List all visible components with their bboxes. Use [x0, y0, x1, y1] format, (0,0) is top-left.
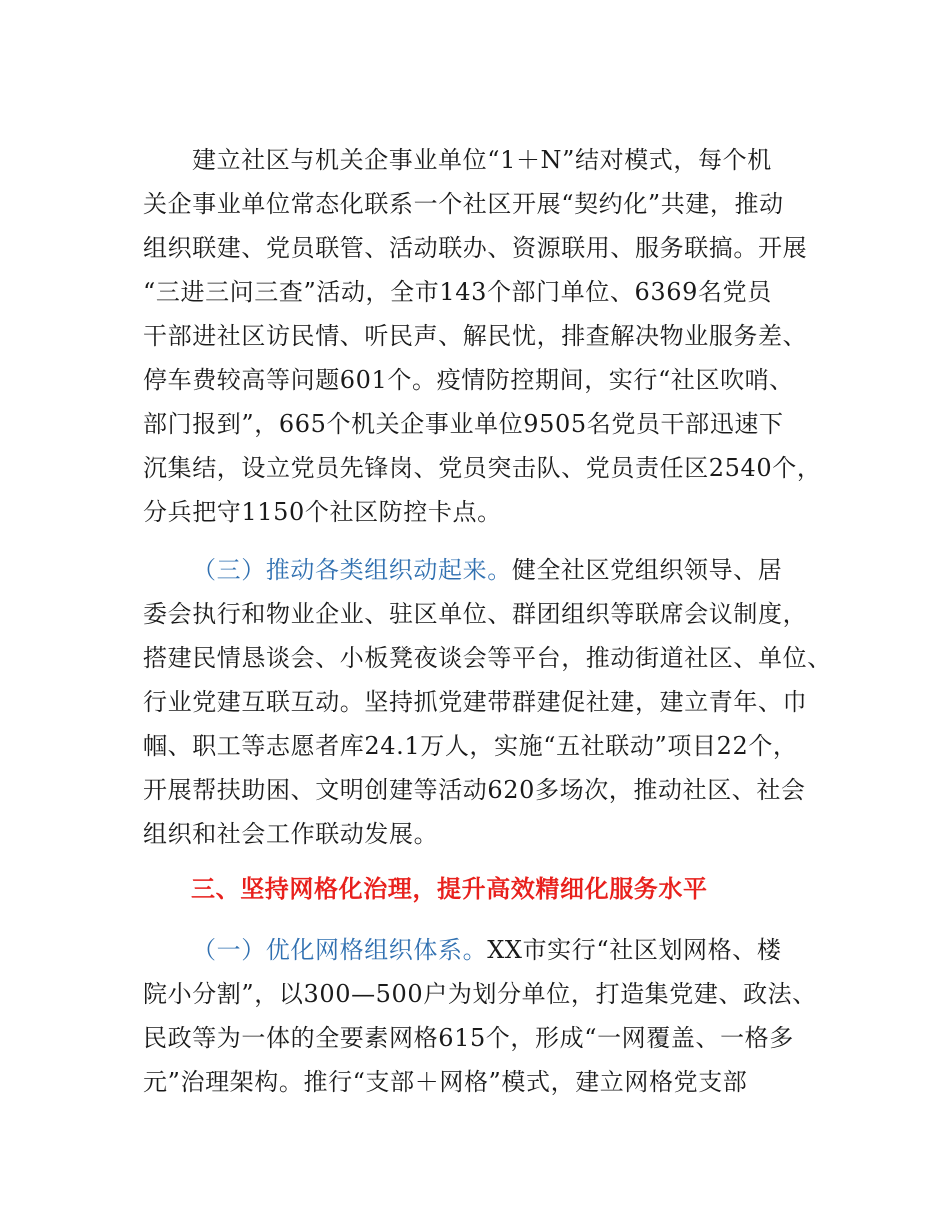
- paragraph-1-line-5: 干部进社区访民情、听民声、解民忧，排查解决物业服务差、: [143, 322, 808, 350]
- paragraph-1-line-7: 部门报到”，665个机关企事业单位9505名党员干部迅速下: [143, 410, 784, 438]
- paragraph-2-line-4: 行业党建互联互动。坚持抓党建带群建促社建，建立青年、巾: [143, 688, 808, 716]
- paragraph-2-line-7: 组织和社会工作联动发展。: [143, 820, 439, 848]
- paragraph-2-line-5: 帼、职工等志愿者库24.1万人，实施“五社联动”项目22个，: [143, 732, 798, 760]
- paragraph-2-line-6: 开展帮扶助困、文明创建等活动620多场次，推动社区、社会: [143, 776, 806, 804]
- paragraph-2-line-2: 委会执行和物业企业、驻区单位、群团组织等联席会议制度，: [143, 600, 808, 628]
- paragraph-2-line-1: [192, 555, 782, 585]
- paragraph-1-line-6: 停车费较高等问题601个。疫情防控期间，实行“社区吹哨、: [143, 366, 794, 394]
- section-3-title: 三、坚持网格化治理，提升高效精细化服务水平: [191, 875, 708, 903]
- paragraph-2-line-3: 搭建民情恳谈会、小板凳夜谈会等平台，推动街道社区、单位、: [143, 644, 832, 672]
- paragraph-3-line-4: 元”治理架构。推行“支部＋网格”模式，建立网格党支部: [143, 1068, 748, 1096]
- paragraph-3-line-2: 院小分割”，以300—500户为划分单位，打造集党建、政法、: [143, 980, 817, 1008]
- sub-heading-grid-system: （一）优化网格组织体系。: [192, 936, 488, 964]
- paragraph-3-first-line-text: XX市实行“社区划网格、楼: [487, 936, 782, 964]
- paragraph-1-line-4: “三进三问三查”活动，全市143个部门单位、6369名党员: [143, 278, 772, 306]
- paragraph-1-line-1: 建立社区与机关企事业单位“1＋N”结对模式，每个机: [192, 146, 772, 174]
- paragraph-1-line-3: 组织联建、党员联管、活动联办、资源联用、服务联搞。开展: [143, 234, 808, 262]
- paragraph-3-line-3: 民政等为一体的全要素网格615个，形成“一网覆盖、一格多: [143, 1024, 794, 1052]
- paragraph-2-first-line-text: 健全社区党组织领导、居: [511, 556, 783, 584]
- paragraph-3-line-1: [192, 935, 781, 965]
- paragraph-1-line-8: 沉集结，设立党员先锋岗、党员突击队、党员责任区2540个，: [143, 454, 822, 482]
- paragraph-1-line-9: 分兵把守1150个社区防控卡点。: [143, 498, 502, 526]
- sub-heading-organizations: （三）推动各类组织动起来。: [192, 556, 512, 584]
- paragraph-1-line-2: 关企事业单位常态化联系一个社区开展“契约化”共建，推动: [143, 190, 784, 218]
